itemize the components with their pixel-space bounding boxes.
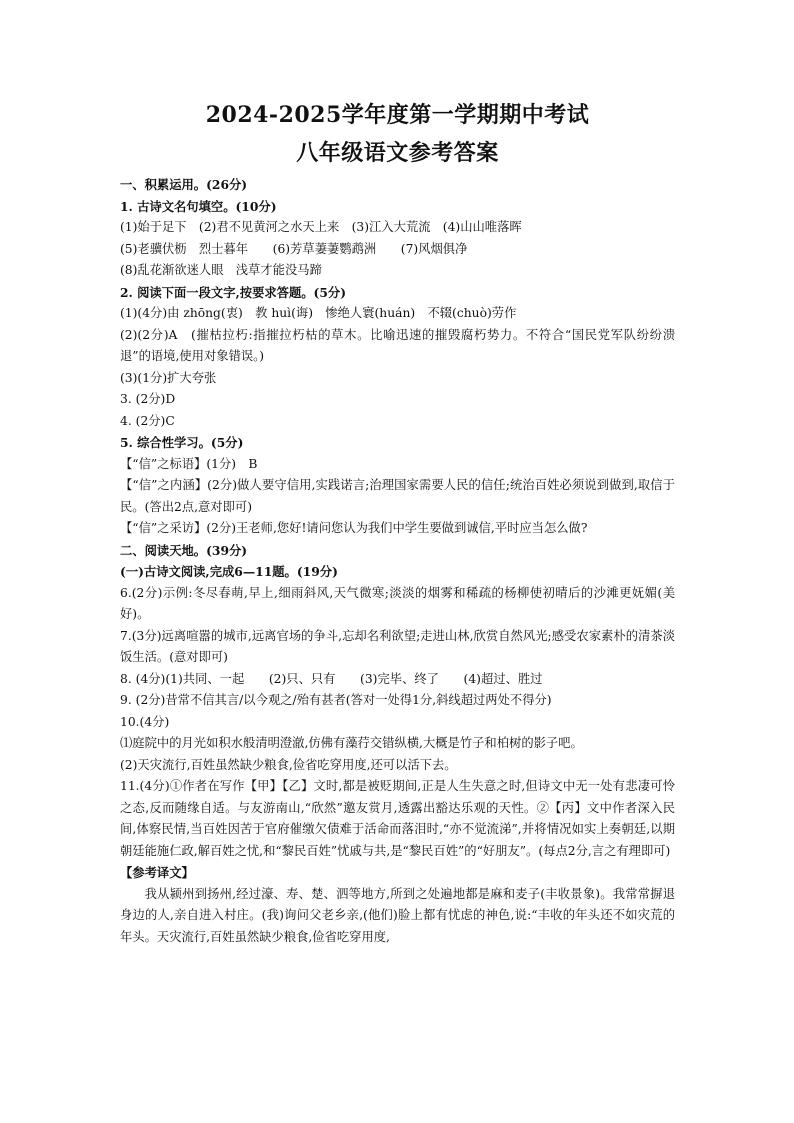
answer-line: 4. (2分)C [120, 413, 175, 428]
answer-paragraph: 9. (2分)昔常不信其言/以今观之/殆有甚者(答对一处得1分,斜线超过两处不得分) [120, 693, 552, 707]
answer-paragraph: (2)(2分)A (摧枯拉朽:指摧拉朽枯的草木。比喻迅速的摧毁腐朽势力。不符合“国民党军队纷纷溃退”的语境,使用对象错误。) [120, 327, 675, 363]
answer-paragraph: 11.(4分)①作者在写作【甲】【乙】文时,都是被贬期间,正是人生失意之时,但诗文中无一处有悲凄可怜之态,反而随缘自适。与友游南山,“欣然”邀友赏月,透露出豁达乐观的天性。②【丙】文中作者深入民间,体察民情,当百姓因苦于官府催缴欠债难于活命而落泪时,“亦不觉流涕”,并将情况如实上奏朝廷,以期朝廷能施仁政,解百姓之忧,和“黎民百姓”忧戚与共,是“黎民百姓”的“好朋友”。(每点2分,言之有理即可) [120, 779, 675, 858]
answer-document [120, 100, 675, 948]
answer-paragraph: 【“信”之内涵】(2分)做人要守信用,实践诺言;治理国家需要人民的信任;统治百姓必须说到做到,取信于民。(答出2点,意对即可) [120, 478, 675, 514]
answer-line: (8)乱花渐欲迷人眼 浅草才能没马蹄 [120, 263, 322, 277]
reference-heading: 【参考译文】 [120, 865, 194, 880]
answer-paragraph: 7.(3分)远离喧嚣的城市,远离官场的争斗,忘却名利欲望;走进山林,欣赏自然风光;感受农家素朴的清茶淡饭生活。(意对即可) [120, 628, 675, 664]
answer-line: ⑴庭院中的月光如积水般清明澄澈,仿佛有藻荇交错纵横,大概是竹子和柏树的影子吧。 [120, 736, 583, 750]
answer-line: 3. (2分)D [120, 392, 176, 406]
subsection-heading: (一)古诗文阅读,完成6—11题。(19分) [120, 564, 338, 579]
answer-line: (2)天灾流行,百姓虽然缺少粮食,俭省吃穿用度,还可以活下去。 [120, 757, 457, 772]
answer-line: 【“信”之标语】(1分) B [120, 456, 258, 471]
answer-line: (3)(1分)扩大夸张 [120, 370, 217, 385]
answer-line: (5)老骥伏枥 烈士暮年 (6)芳草萋萋鹦鹉洲 (7)风烟俱净 [120, 241, 468, 256]
answer-line: 8. (4分)(1)共同、一起 (2)只、只有 (3)完毕、终了 (4)超过、胜过 [120, 671, 543, 686]
question-heading: 5. 综合性学习。(5分) [120, 435, 244, 450]
reference-paragraph: 我从颍州到扬州,经过濠、寿、楚、泗等地方,所到之处遍地都是麻和麦子(丰收景象)。我常常摒退身边的人,亲自进入村庄。(我)询问父老乡亲,(他们)脸上都有忧虑的神色,说:“丰收的年头还不如灾荒的年头。天灾流行,百姓虽然缺少粮食,俭省吃穿用度, [120, 886, 675, 944]
document-subtitle: 八年级语文参考答案 [296, 140, 499, 166]
answer-line: 10.(4分) [120, 714, 170, 729]
answer-paragraph: 【“信”之采访】(2分)王老师,您好!请问您认为我们中学生要做到诚信,平时应当怎么做? [120, 521, 588, 535]
question-heading: 1. 古诗文名句填空。(10分) [120, 198, 277, 214]
answer-paragraph: 6.(2分)示例:冬尽春萌,早上,细雨斜风,天气微寒;淡淡的烟雾和稀疏的杨柳使初晴后的沙滩更妩媚(美好)。 [120, 585, 675, 621]
answer-line: (1)(4分)由 zhōng(衷) 教 huì(诲) 惨绝人寰(huán) 不辍(chuò)劳作 [120, 306, 517, 320]
question-heading: 2. 阅读下面一段文字,按要求答题。(5分) [120, 284, 347, 300]
section-heading: 二、阅读天地。(39分) [120, 542, 248, 558]
document-title: 2024-2025学年度第一学期期中考试 [205, 102, 590, 128]
answer-line: (1)始于足下 (2)君不见黄河之水天上来 (3)江入大荒流 (4)山山唯落晖 [120, 220, 522, 234]
section-heading: 一、积累运用。(26分) [120, 177, 248, 192]
